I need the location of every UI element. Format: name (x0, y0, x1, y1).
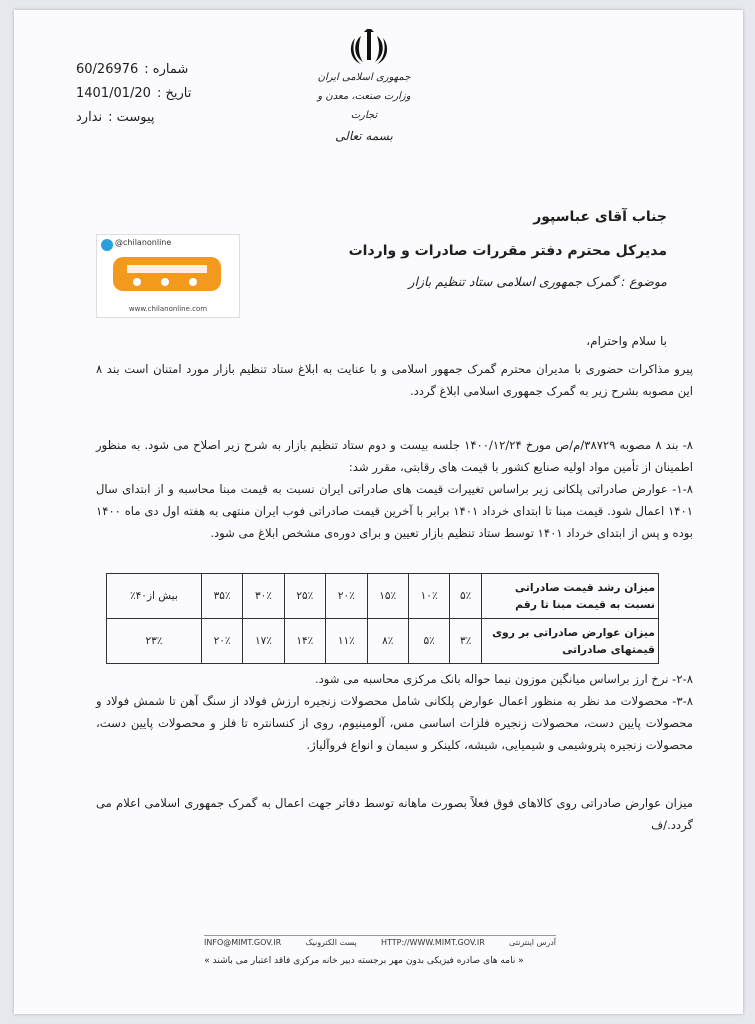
logo-handle: @chilanonline (115, 238, 172, 247)
footer-email[interactable]: INFO@MIMT.GOV.IR (204, 938, 282, 947)
table-cell: ۳۰٪ (243, 574, 284, 619)
letter-number-value: 60/26976 (76, 62, 139, 77)
letter-number-row (76, 58, 226, 82)
letter-date-label: تاریخ : (156, 86, 192, 101)
chilan-logo-icon (107, 251, 227, 299)
row-header-export-duty: میزان عوارض صادراتی بر روی قیمتهای صادراتی (482, 619, 659, 664)
closing-paragraph: میزان عوارض صادراتی روی کالاهای فوق فعلاً بصورت ماهانه توسط دفاتر جهت اعمال به گمرک جمهوری اسلامی اعلام می گردد./ف (96, 796, 693, 832)
table-cell: ۵٪ (408, 619, 449, 664)
header-ministry: وزارت صنعت، معدن و تجارت (317, 91, 411, 121)
table-cell: ۲۰٪ (201, 619, 242, 664)
letter-meta (76, 58, 226, 130)
table-cell: ۳۵٪ (201, 574, 242, 619)
table-cell: ۱۱٪ (326, 619, 367, 664)
table-row (107, 619, 659, 664)
footer-note: « نامه های صادره فیزیکی بدون مهر برجسته دبیر خانه مرکزی فاقد اعتبار می باشند » (204, 956, 524, 966)
letter-page (14, 10, 743, 1014)
recipient-title: مدیرکل محترم دفتر مقررات صادرات و واردات (348, 243, 667, 259)
letter-date-row (76, 82, 226, 106)
iran-emblem-icon (347, 28, 391, 70)
table-cell: ۱۰٪ (408, 574, 449, 619)
table-cell: بیش از۴۰٪ (107, 574, 202, 619)
letter-date-value: 1401/01/20 (76, 86, 151, 101)
letter-subject: موضوع : گمرک جمهوری اسلامی ستاد تنظیم بازار (408, 274, 667, 289)
intro-paragraph: پیرو مذاکرات حضوری با مدیران محترم گمرک جمهور اسلامی و با عنایت به ابلاغ ستاد تنظیم بازار مورد امتنان است بند ۸ این مصوبه بشرح زیر به گمرک جمهوری اسلامی ابلاغ گردد. (96, 362, 693, 398)
row-header-price-growth: میزان رشد قیمت صادراتی نسبت به قیمت مبنا تا رقم (482, 574, 659, 619)
clause-8-2: ۲-۸- نرخ ارز براساس میانگین موزون نیما حواله بانک مرکزی محاسبه می شود. (314, 672, 693, 686)
header-basmala: بسمه تعالی (335, 129, 393, 143)
table-cell: ۱۴٪ (284, 619, 325, 664)
chilan-watermark-logo (96, 234, 240, 318)
footer-contact (204, 938, 556, 947)
footer-email-label: پست الکترونیک (305, 938, 357, 947)
recipient-block (349, 200, 667, 268)
export-duty-table (106, 573, 659, 664)
letter-attachment-label: پیوست : (108, 110, 155, 125)
letter-attachment-value: ندارد (76, 110, 103, 125)
table-row (107, 574, 659, 619)
table-cell: ۳٪ (450, 619, 482, 664)
telegram-icon (101, 239, 113, 251)
table-cell: ۵٪ (450, 574, 482, 619)
table-cell: ۱۷٪ (243, 619, 284, 664)
clause-8: ۸- بند ۸ مصوبه ۳۸۷۲۹/م/ص مورخ ۱۴۰۰/۱۲/۲۴ جلسه بیست و دوم ستاد تنظیم بازار به شرح زیر اصلاح می شود. به منظور اطمینان از تأمین مواد اولیه صنایع کشور با قیمت های رقابتی، مقرر شد: (96, 438, 693, 474)
footer-address-label: آدرس اینترنتی (509, 938, 556, 947)
footer-website[interactable]: HTTP://WWW.MIMT.GOV.IR (380, 938, 485, 947)
ministry-header (304, 68, 424, 146)
table-cell: ۱۵٪ (367, 574, 408, 619)
table-cell: ۸٪ (367, 619, 408, 664)
letter-attachment-row (76, 106, 226, 130)
table-cell: ۲۳٪ (107, 619, 202, 664)
logo-url: www.chilanonline.com (128, 305, 208, 313)
clause-8-1: ۱-۸- عوارض صادراتی پلکانی زیر براساس تغییرات قیمت های صادراتی ایران نسبت به قیمت مبنا محاسبه و از ابتدای سال ۱۴۰۱ اعمال شود. قیمت مبنا تا ابتدای خرداد ۱۴۰۱ برابر با آخرین قیمت صادراتی فوب ایران منتهی به هفته اول دی ماه ۱۴۰۰ بوده و پس از ابتدای خرداد ۱۴۰۱ توسط ستاد تنظیم بازار تعیین و برای دوره‌ی مشخص ابلاغ می شود. (96, 482, 693, 540)
letter-number-label: شماره : (144, 62, 189, 77)
clause-8-3: ۳-۸- محصولات مد نظر به منظور اعمال عوارض پلکانی شامل محصولات زنجیره ارزش فولاد از سنگ آهن تا شمش فولاد و محصولات پایین دست، محصولات زنجیره فلزات اساسی مس، آلومینیوم، روی از کنسانتره تا فلز و محصولات پایین دست، محصولات زنجیره پتروشیمی و شیمیایی، شیشه، کلینکر و سیمان و انواع فروآلیاژ. (96, 694, 693, 752)
recipient-name: جناب آقای عباسپور (533, 209, 667, 225)
table-cell: ۲۵٪ (284, 574, 325, 619)
header-country: جمهوری اسلامی ایران (317, 72, 411, 83)
footer-divider (204, 935, 556, 936)
salutation: با سلام واحترام، (586, 334, 667, 348)
table-cell: ۲۰٪ (326, 574, 367, 619)
